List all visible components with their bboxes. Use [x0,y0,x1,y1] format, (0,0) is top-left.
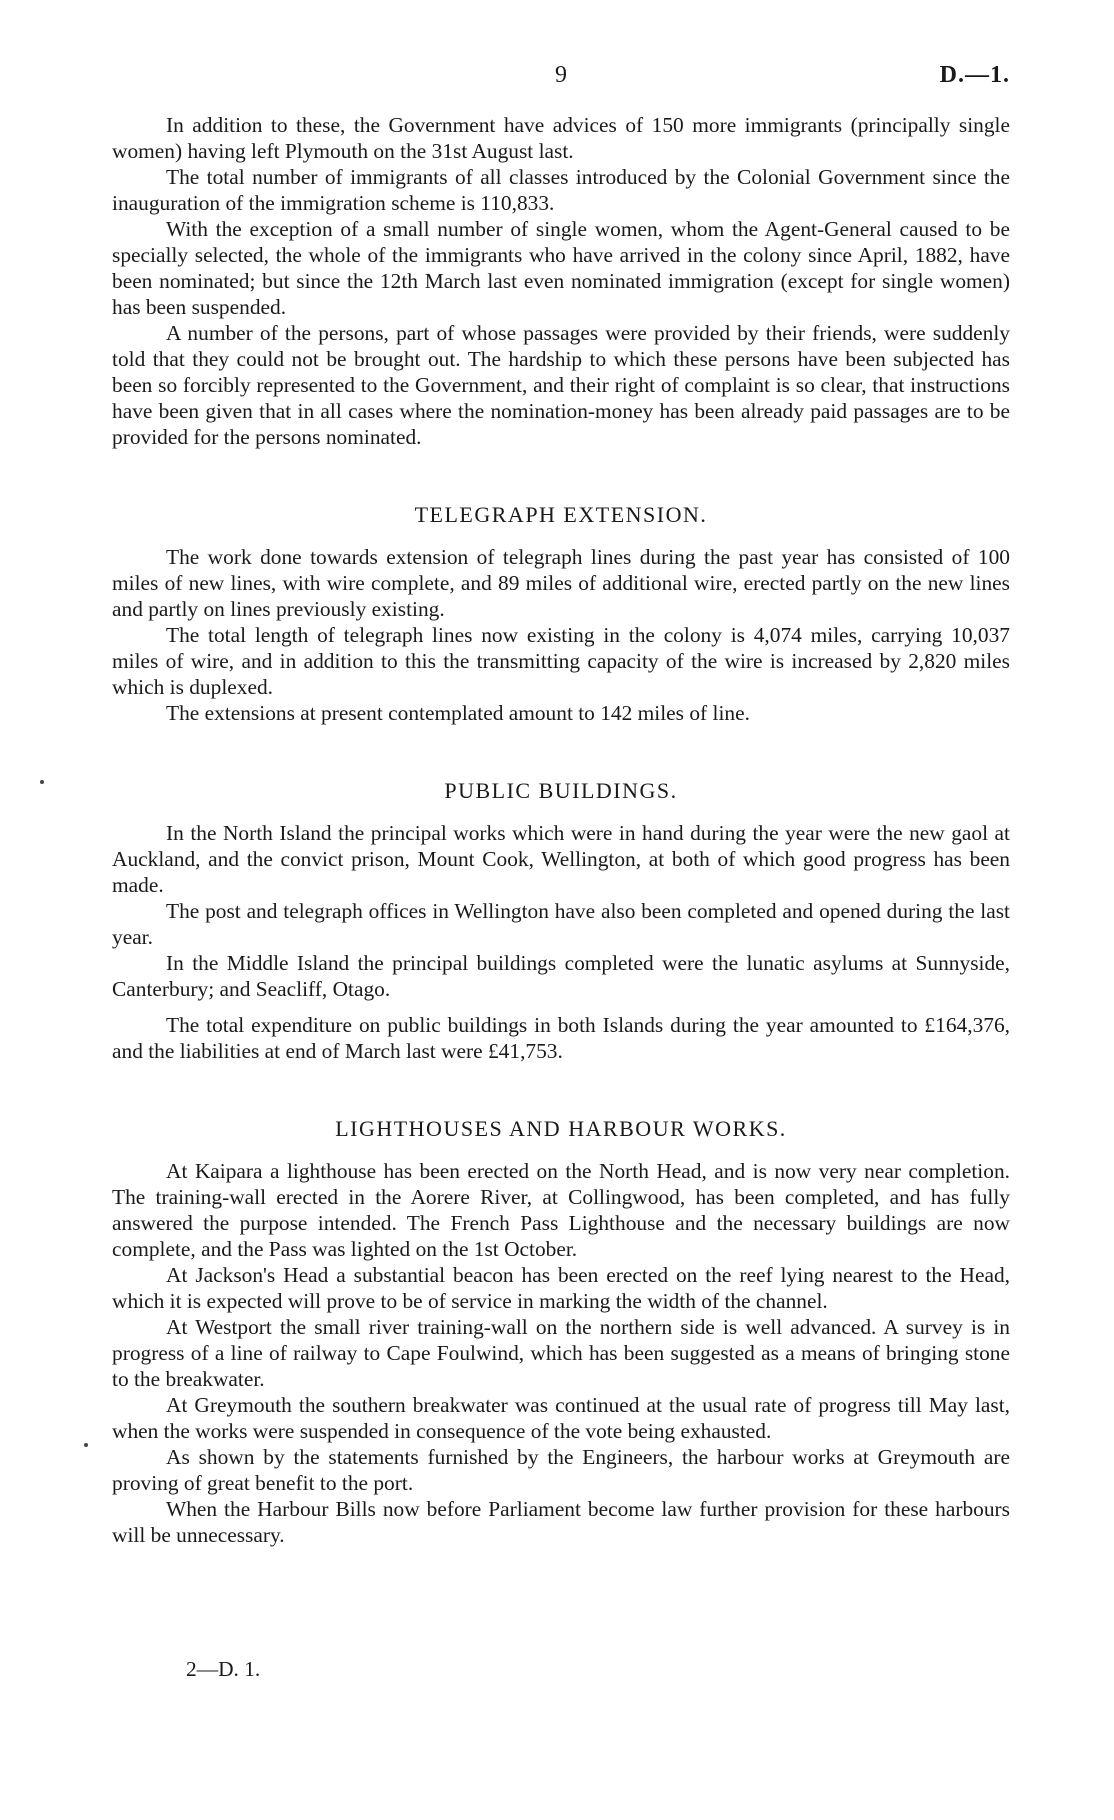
page-header [112,62,1010,96]
paragraph: When the Harbour Bills now before Parliament become law further provision for these harbours will be unnecessary. [112,1497,1010,1547]
immigration-section [112,112,1010,450]
paragraph: With the exception of a small number of single women, whom the Agent-General caused to be specially selected, the whole of the immigrants who have arrived in the colony since April, 1882, have been nominated; but since the 12th March last even nominated immigration (except for single women) has been suspended. [112,217,1010,319]
signature-mark: 2—D. 1. [186,1657,261,1681]
paragraph: The total length of telegraph lines now existing in the colony is 4,074 miles, carrying 10,037 miles of wire, and in addition to this the transmitting capacity of the wire is increased by 2,820 miles which is duplexed. [112,623,1010,699]
lighthouses-section [112,1116,1010,1548]
paragraph: At Greymouth the southern breakwater was continued at the usual rate of progress till May last, when the works were suspended in consequence of the vote being exhausted. [112,1393,1010,1443]
margin-mark [84,1443,88,1447]
paragraph: At Jackson's Head a substantial beacon has been erected on the reef lying nearest to the Head, which it is expected will prove to be of service in marking the width of the channel. [112,1263,1010,1313]
paragraph: The work done towards extension of telegraph lines during the past year has consisted of 100 miles of new lines, with wire complete, and 89 miles of additional wire, erected partly on the new lines and partly on lines previously existing. [112,545,1010,621]
page-number: 9 [555,62,567,88]
paragraph: The total expenditure on public buildings in both Islands during the year amounted to £164,376, and the liabilities at end of March last were £41,753. [112,1013,1010,1063]
telegraph-section [112,502,1010,726]
section-heading-lighthouses: LIGHTHOUSES AND HARBOUR WORKS. [335,1116,787,1141]
paragraph: In the Middle Island the principal buildings completed were the lunatic asylums at Sunnyside, Canterbury; and Seacliff, Otago. [112,951,1010,1001]
paragraph: At Kaipara a lighthouse has been erected on the North Head, and is now very near completion. The training-wall erected in the Aorere River, at Collingwood, has been completed, and has fully answered the purpose intended. The French Pass Lighthouse and the necessary buildings are now complete, and the Pass was lighted on the 1st October. [112,1159,1010,1261]
paragraph: At Westport the small river training-wall on the northern side is well advanced. A survey is in progress of a line of railway to Cape Foulwind, which has been suggested as a means of bringing stone to the breakwater. [112,1315,1010,1391]
body-text [112,112,1010,1548]
paragraph: The total number of immigrants of all classes introduced by the Colonial Government since the inauguration of the immigration scheme is 110,833. [112,165,1010,215]
margin-mark [40,780,44,784]
paragraph: The extensions at present contemplated amount to 142 miles of line. [166,701,750,725]
paragraph: The post and telegraph offices in Wellington have also been completed and opened during the last year. [112,899,1010,949]
paragraph: As shown by the statements furnished by the Engineers, the harbour works at Greymouth are proving of great benefit to the port. [112,1445,1010,1495]
document-code: D.—1. [939,62,1010,88]
section-heading-public-buildings: PUBLIC BUILDINGS. [444,778,678,803]
paragraph: In addition to these, the Government have advices of 150 more immigrants (principally single women) having left Plymouth on the 31st August last. [112,113,1010,163]
paragraph: A number of the persons, part of whose passages were provided by their friends, were suddenly told that they could not be brought out. The hardship to which these persons have been subjected has been so forcibly represented to the Government, and their right of complaint is so clear, that instructions have been given that in all cases where the nomination-money has been already paid passages are to be provided for the persons nominated. [112,321,1010,449]
section-heading-telegraph: TELEGRAPH EXTENSION. [414,502,708,527]
public-buildings-section [112,778,1010,1064]
paragraph: In the North Island the principal works which were in hand during the year were the new gaol at Auckland, and the convict prison, Mount Cook, Wellington, at both of which good progress has been made. [112,821,1010,897]
